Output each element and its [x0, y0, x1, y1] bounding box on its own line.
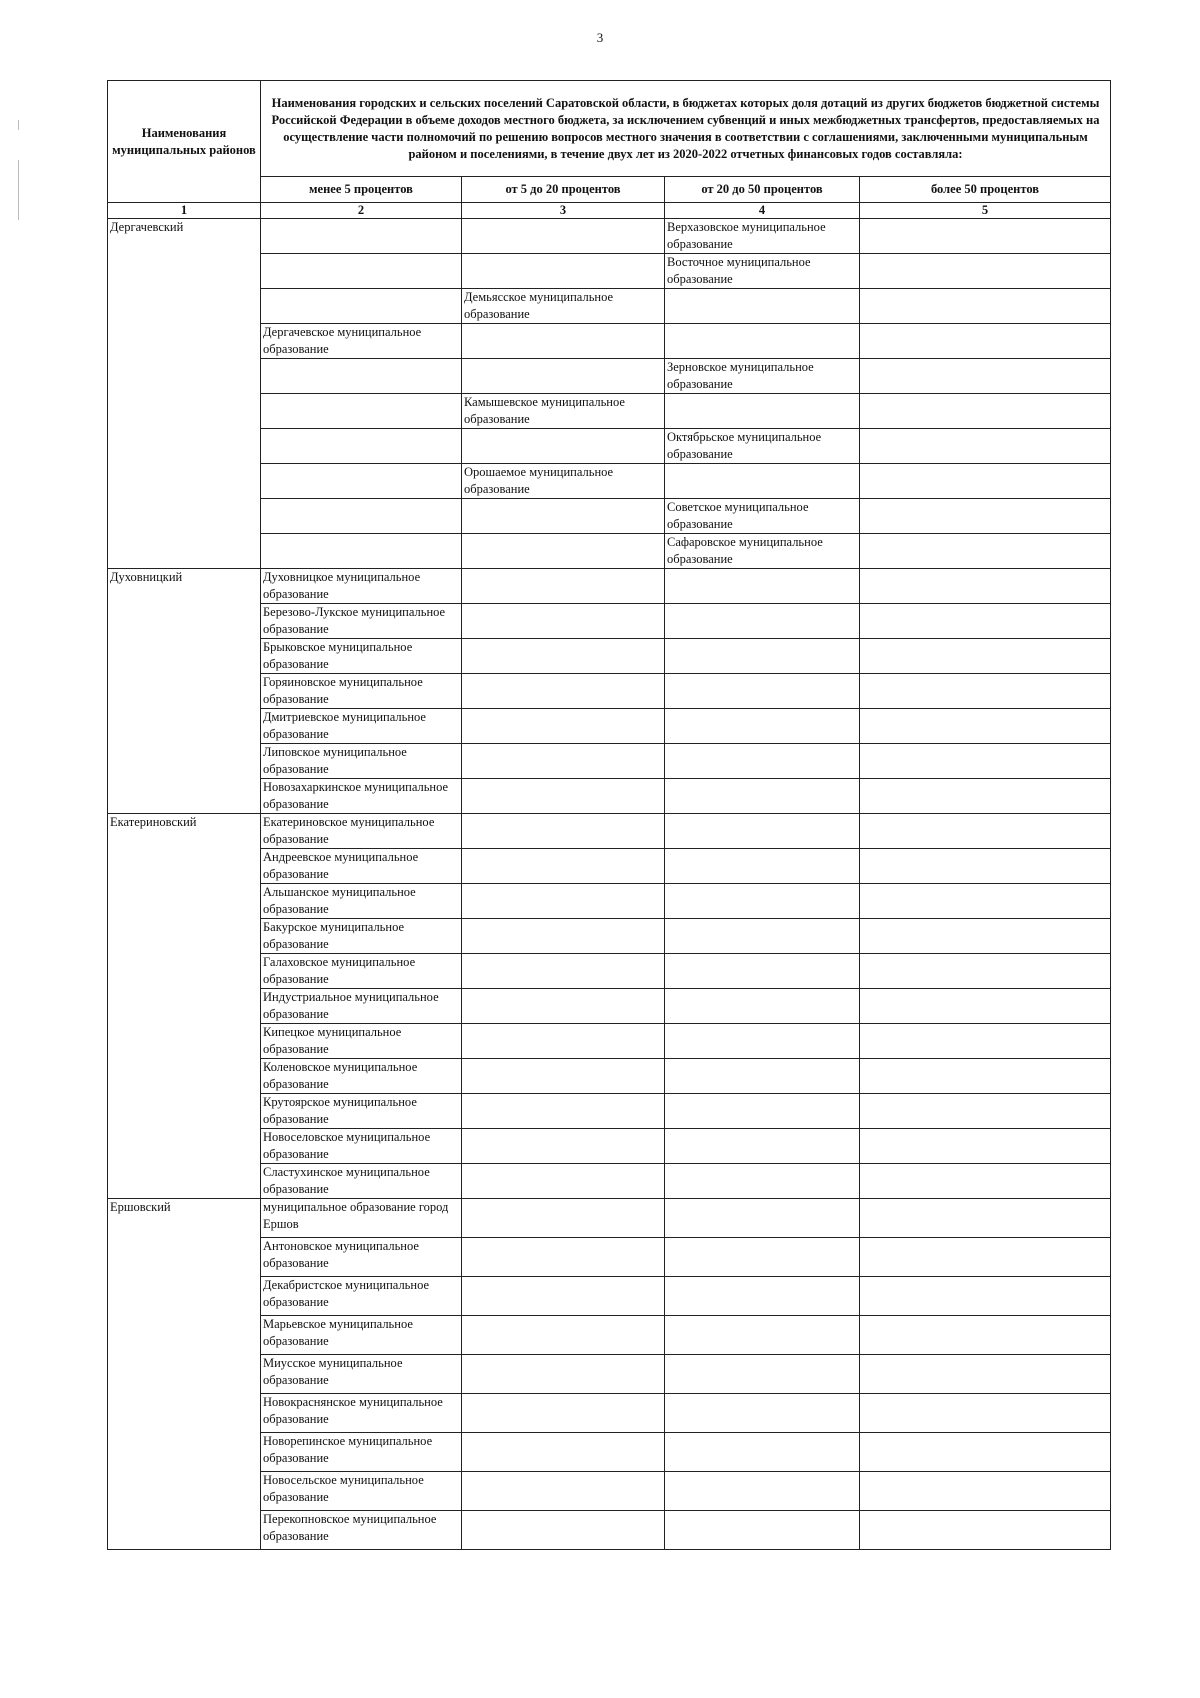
settlement-cell: [261, 499, 462, 534]
column-number: 1: [108, 203, 261, 219]
settlement-cell: Камышевское муниципальное образование: [462, 394, 665, 429]
settlement-cell: [860, 1433, 1111, 1472]
settlement-cell: [462, 534, 665, 569]
settlement-cell: [665, 604, 860, 639]
settlement-cell: [665, 1059, 860, 1094]
settlement-cell: [665, 569, 860, 604]
column-number: 4: [665, 203, 860, 219]
header-col-20-50: от 20 до 50 процентов: [665, 177, 860, 203]
settlement-cell: Восточное муниципальное образование: [665, 254, 860, 289]
settlement-cell: [665, 1129, 860, 1164]
settlement-cell: [261, 289, 462, 324]
district-name: Екатериновский: [108, 814, 261, 1199]
settlement-cell: [462, 1472, 665, 1511]
settlement-cell: [860, 219, 1111, 254]
district-name: Духовницкий: [108, 569, 261, 814]
settlement-cell: Новоселовское муниципальное образование: [261, 1129, 462, 1164]
header-col-5-20: от 5 до 20 процентов: [462, 177, 665, 203]
settlement-cell: Сластухинское муниципальное образование: [261, 1164, 462, 1199]
page-number: 3: [596, 30, 604, 45]
settlement-cell: [860, 639, 1111, 674]
settlement-cell: [462, 1316, 665, 1355]
settlement-cell: Березово-Лукское муниципальное образование: [261, 604, 462, 639]
settlement-cell: [462, 359, 665, 394]
settlement-cell: [462, 639, 665, 674]
column-number: 5: [860, 203, 1111, 219]
settlement-cell: [665, 464, 860, 499]
settlement-cell: [860, 604, 1111, 639]
settlement-cell: [665, 289, 860, 324]
settlement-cell: [665, 1433, 860, 1472]
settlement-cell: [462, 1199, 665, 1238]
settlement-cell: Андреевское муниципальное образование: [261, 849, 462, 884]
settlement-cell: [261, 464, 462, 499]
settlement-cell: [860, 289, 1111, 324]
settlement-cell: [665, 919, 860, 954]
settlement-cell: Верхазовское муниципальное образование: [665, 219, 860, 254]
settlement-cell: [860, 254, 1111, 289]
settlement-cell: Декабристское муниципальное образование: [261, 1277, 462, 1316]
settlement-cell: Новосельское муниципальное образование: [261, 1472, 462, 1511]
settlement-cell: [665, 1238, 860, 1277]
settlement-cell: [261, 219, 462, 254]
settlement-cell: [665, 1355, 860, 1394]
table-row: [108, 569, 1111, 604]
settlement-cell: [665, 1024, 860, 1059]
settlement-cell: [860, 359, 1111, 394]
settlement-cell: [665, 954, 860, 989]
settlement-cell: [665, 639, 860, 674]
settlement-cell: [462, 324, 665, 359]
settlement-cell: [462, 1094, 665, 1129]
settlement-cell: [860, 1511, 1111, 1550]
settlement-cell: [462, 499, 665, 534]
settlement-cell: [860, 989, 1111, 1024]
settlement-cell: [860, 674, 1111, 709]
settlement-cell: [462, 1024, 665, 1059]
settlement-cell: [462, 814, 665, 849]
settlement-cell: Советское муниципальное образование: [665, 499, 860, 534]
settlement-cell: Марьевское муниципальное образование: [261, 1316, 462, 1355]
settlement-cell: Перекопновское муниципальное образование: [261, 1511, 462, 1550]
settlement-cell: [860, 884, 1111, 919]
settlement-cell: [860, 779, 1111, 814]
settlement-cell: [462, 569, 665, 604]
settlement-cell: [665, 1164, 860, 1199]
settlement-cell: [462, 1238, 665, 1277]
table-body: [108, 219, 1111, 1550]
settlement-cell: [860, 1094, 1111, 1129]
settlement-cell: [462, 1355, 665, 1394]
settlement-cell: Новокраснянское муниципальное образование: [261, 1394, 462, 1433]
settlement-cell: [462, 1059, 665, 1094]
header-col-over-50: более 50 процентов: [860, 177, 1111, 203]
header-settlements: Наименования городских и сельских поселений Саратовской области, в бюджетах которых доля дотаций из других бюджетов бюджетной системы Российской Федерации в объеме доходов местного бюджета, за исключением субвенций и иных межбюджетных трансфертов, предоставляемых на осуществление части полномочий по решению вопросов местного значения в соответствии с соглашениями, заключенными муниципальным районом и поселениями, в течение двух лет из 2020-2022 отчетных финансовых годов составляла:: [261, 81, 1111, 177]
settlement-cell: [860, 1024, 1111, 1059]
settlement-cell: [462, 954, 665, 989]
settlement-cell: [860, 1059, 1111, 1094]
settlement-cell: [462, 604, 665, 639]
settlement-cell: [860, 1129, 1111, 1164]
settlement-cell: [860, 1164, 1111, 1199]
settlement-cell: [860, 429, 1111, 464]
settlement-cell: [261, 254, 462, 289]
settlement-cell: Кипецкое муниципальное образование: [261, 1024, 462, 1059]
settlement-cell: [665, 1394, 860, 1433]
settlement-cell: [462, 254, 665, 289]
settlement-cell: [860, 954, 1111, 989]
settlement-cell: Коленовское муниципальное образование: [261, 1059, 462, 1094]
header-districts: Наименования муниципальных районов: [108, 81, 261, 203]
settlement-cell: [860, 324, 1111, 359]
table-row: [108, 1199, 1111, 1238]
settlement-cell: [860, 394, 1111, 429]
settlement-cell: [462, 674, 665, 709]
settlement-cell: Сафаровское муниципальное образование: [665, 534, 860, 569]
settlement-cell: Зерновское муниципальное образование: [665, 359, 860, 394]
settlement-cell: [462, 744, 665, 779]
district-name: Дергачевский: [108, 219, 261, 569]
settlement-cell: [261, 429, 462, 464]
settlement-cell: [665, 814, 860, 849]
settlement-cell: [665, 989, 860, 1024]
settlement-cell: [462, 429, 665, 464]
settlement-cell: [860, 499, 1111, 534]
settlement-cell: [665, 1316, 860, 1355]
settlement-cell: [860, 1316, 1111, 1355]
settlement-cell: [462, 1511, 665, 1550]
settlement-cell: [665, 709, 860, 744]
settlement-cell: [462, 849, 665, 884]
settlement-cell: Октябрьское муниципальное образование: [665, 429, 860, 464]
settlement-cell: [860, 1355, 1111, 1394]
settlement-cell: [261, 534, 462, 569]
settlement-cell: [860, 1238, 1111, 1277]
settlement-cell: [665, 674, 860, 709]
settlement-cell: [462, 779, 665, 814]
settlement-cell: [665, 849, 860, 884]
settlement-cell: Брыковское муниципальное образование: [261, 639, 462, 674]
settlement-cell: Индустриальное муниципальное образование: [261, 989, 462, 1024]
settlement-cell: Галаховское муниципальное образование: [261, 954, 462, 989]
settlement-cell: Дергачевское муниципальное образование: [261, 324, 462, 359]
settlement-cell: [665, 779, 860, 814]
settlement-cell: [665, 744, 860, 779]
settlements-table: [107, 80, 1111, 1550]
settlement-cell: Екатериновское муниципальное образование: [261, 814, 462, 849]
settlement-cell: Дмитриевское муниципальное образование: [261, 709, 462, 744]
settlement-cell: [665, 884, 860, 919]
header-col-less-5: менее 5 процентов: [261, 177, 462, 203]
settlement-cell: [860, 1394, 1111, 1433]
settlement-cell: [665, 1472, 860, 1511]
settlement-cell: Альшанское муниципальное образование: [261, 884, 462, 919]
settlement-cell: [860, 709, 1111, 744]
settlement-cell: [462, 1164, 665, 1199]
settlement-cell: [261, 359, 462, 394]
settlement-cell: [462, 884, 665, 919]
settlement-cell: [665, 1277, 860, 1316]
district-name: Ершовский: [108, 1199, 261, 1550]
settlement-cell: Орошаемое муниципальное образование: [462, 464, 665, 499]
settlement-cell: [665, 1094, 860, 1129]
settlement-cell: Крутоярское муниципальное образование: [261, 1094, 462, 1129]
settlement-cell: Новорепинское муниципальное образование: [261, 1433, 462, 1472]
column-number: 2: [261, 203, 462, 219]
settlement-cell: [860, 569, 1111, 604]
settlement-cell: [462, 219, 665, 254]
settlement-cell: [462, 1129, 665, 1164]
column-number: 3: [462, 203, 665, 219]
table-row: [108, 814, 1111, 849]
settlement-cell: [665, 394, 860, 429]
settlement-cell: [860, 1472, 1111, 1511]
scan-margin-mark: [18, 160, 19, 220]
settlement-cell: [665, 1511, 860, 1550]
settlement-cell: Бакурское муниципальное образование: [261, 919, 462, 954]
settlement-cell: Духовницкое муниципальное образование: [261, 569, 462, 604]
settlement-cell: Миусское муниципальное образование: [261, 1355, 462, 1394]
settlement-cell: [462, 989, 665, 1024]
settlement-cell: [665, 1199, 860, 1238]
settlement-cell: [860, 919, 1111, 954]
settlement-cell: [860, 744, 1111, 779]
settlement-cell: [462, 919, 665, 954]
settlement-cell: [860, 534, 1111, 569]
scan-margin-mark: [18, 120, 19, 130]
settlement-cell: [860, 849, 1111, 884]
settlement-cell: Горяиновское муниципальное образование: [261, 674, 462, 709]
settlement-cell: Липовское муниципальное образование: [261, 744, 462, 779]
settlement-cell: [462, 1394, 665, 1433]
settlement-cell: [261, 394, 462, 429]
settlement-cell: Новозахаркинское муниципальное образование: [261, 779, 462, 814]
settlement-cell: [462, 1433, 665, 1472]
settlement-cell: [860, 1199, 1111, 1238]
settlement-cell: [665, 324, 860, 359]
settlement-cell: Демьясское муниципальное образование: [462, 289, 665, 324]
settlement-cell: муниципальное образование город Ершов: [261, 1199, 462, 1238]
settlement-cell: [462, 1277, 665, 1316]
settlement-cell: [860, 464, 1111, 499]
settlement-cell: [860, 814, 1111, 849]
settlement-cell: [860, 1277, 1111, 1316]
table-row: [108, 219, 1111, 254]
settlement-cell: Антоновское муниципальное образование: [261, 1238, 462, 1277]
settlement-cell: [462, 709, 665, 744]
